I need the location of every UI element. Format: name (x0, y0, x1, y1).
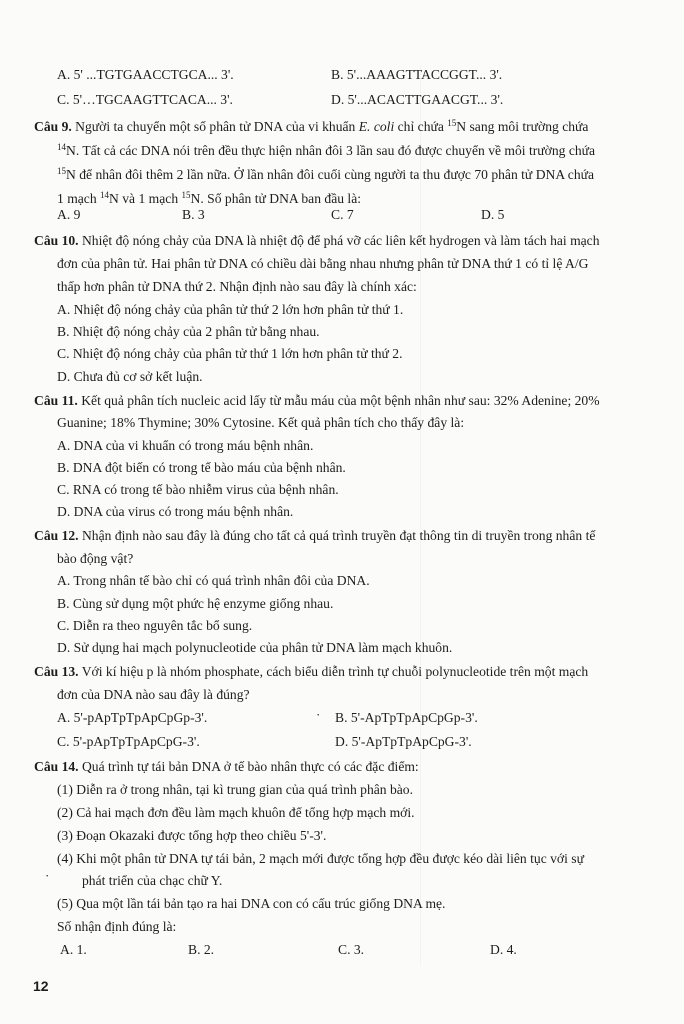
q8-option-c: C. 5'…TGCAAGTTCACA... 3'. (57, 92, 233, 107)
q13-option-b: B. 5'-ApTpTpApCpGp-3'. (335, 710, 478, 725)
q13-option-c: C. 5'-pApTpTpApCpG-3'. (57, 734, 200, 749)
q12-line-2: bào động vật? (57, 551, 134, 566)
q10-line-3: thấp hơn phân tử DNA thứ 2. Nhận định nào sau đây là chính xác: (57, 279, 417, 294)
q14-line-1: Câu 14. Quá trình tự tái bản DNA ở tế bào nhân thực có các đặc điểm: (34, 759, 419, 774)
bleed-through-decoration (420, 65, 684, 965)
q12-line-1: Câu 12. Nhận định nào sau đây là đúng cho tất cả quá trình truyền đạt thông tin di truyền trong nhân tế (34, 528, 596, 543)
q14-option-a: A. 1. (60, 942, 87, 957)
q10-option-d: D. Chưa đủ cơ sở kết luận. (57, 369, 203, 384)
q14-statement-3: (3) Đoạn Okazaki được tổng hợp theo chiều 5'-3'. (57, 828, 327, 843)
q12-option-a: A. Trong nhân tế bào chỉ có quá trình nhân đôi của DNA. (57, 573, 370, 588)
q13-line-1: Câu 13. Với kí hiệu p là nhóm phosphate, cách biểu diễn trình tự chuỗi polynucleotide trên một mạch (34, 664, 589, 679)
q13-option-a: A. 5'-pApTpTpApCpGp-3'. (57, 710, 208, 725)
q10-label: Câu 10. (34, 233, 79, 248)
q14-statement-5: (5) Qua một lần tái bản tạo ra hai DNA con có cấu trúc giống DNA mẹ. (57, 896, 446, 911)
q11-option-c: C. RNA có trong tế bào nhiễm virus của bệnh nhân. (57, 482, 339, 497)
q9-option-d: D. 5 (481, 207, 505, 222)
q14-option-d: D. 4. (490, 942, 517, 957)
q14-statement-4b: phát triển của chạc chữ Y. (82, 873, 223, 888)
q9-label: Câu 9. (34, 119, 72, 134)
q9-line-4: 1 mạch $^{14}$N và 1 mạch $^{15}$N. Số phân tử DNA ban đầu là: (57, 190, 362, 206)
q9-line-2: $^{14}$N. Tất cả các DNA nói trên đều thực hiện nhân đôi 3 lần sau đó được chuyển về môi trường chứa (57, 142, 596, 158)
page-number: 12 (33, 978, 49, 994)
q14-option-b: B. 2. (188, 942, 215, 957)
q11-line-2: Guanine; 18% Thymine; 30% Cytosine. Kết quả phân tích cho thấy đây là: (57, 415, 465, 430)
q14-statement-4a: (4) Khi một phân tử DNA tự tái bản, 2 mạch mới được tổng hợp đều được kéo dài liên tục với sự (57, 851, 584, 866)
q12-label: Câu 12. (34, 528, 79, 543)
q9-option-c: C. 7 (331, 207, 354, 222)
q8-option-b: B. 5'...AAAGTTACCGGT... 3'. (331, 67, 503, 82)
q9-line-3: $^{15}$N để nhân đôi thêm 2 lần nữa. Ở lần nhân đôi cuối cùng người ta thu được 70 phân tử DNA chứa (57, 166, 595, 182)
q10-line-1: Câu 10. Nhiệt độ nóng chảy của DNA là nhiệt độ để phá vỡ các liên kết hydrogen và làm tách hai mạch (34, 233, 600, 248)
q8-option-a: A. 5' ...TGTGAACCTGCA... 3'. (57, 67, 234, 82)
q12-option-d: D. Sử dụng hai mạch polynucleotide của phân tử DNA làm mạch khuôn. (57, 640, 453, 655)
q11-line-1: Câu 11. Kết quả phân tích nucleic acid lấy từ mẫu máu của một bệnh nhân như sau: 32% Adenine; 20% (34, 393, 600, 408)
q14-statement-1: (1) Diễn ra ở trong nhân, tại kì trung gian của quá trình phân bào. (57, 782, 413, 797)
q13-option-d: D. 5'-ApTpTpApCpG-3'. (335, 734, 472, 749)
q13-label: Câu 13. (34, 664, 79, 679)
q8-option-d: D. 5'...ACACTTGAACGT... 3'. (331, 92, 504, 107)
q11-option-a: A. DNA của vi khuẩn có trong máu bệnh nhân. (57, 438, 314, 453)
q10-line-2: đơn của phân tử. Hai phân tử DNA có chiều dài bằng nhau nhưng phân tử DNA thứ 1 có tỉ lệ A/G (57, 256, 589, 271)
stray-dot-mark: · (45, 868, 50, 883)
q14-label: Câu 14. (34, 759, 79, 774)
q11-option-d: D. DNA của virus có trong máu bệnh nhân. (57, 504, 294, 519)
q9-option-b: B. 3 (182, 207, 205, 222)
q13-line-2: đơn của DNA nào sau đây là đúng? (57, 687, 250, 702)
q10-option-b: B. Nhiệt độ nóng chảy của 2 phân tử bằng nhau. (57, 324, 320, 339)
q12-option-c: C. Diễn ra theo nguyên tắc bổ sung. (57, 618, 253, 633)
q11-label: Câu 11. (34, 393, 78, 408)
q10-option-a: A. Nhiệt độ nóng chảy của phân tử thứ 2 lớn hơn phân tử thứ 1. (57, 302, 404, 317)
q10-option-c: C. Nhiệt độ nóng chảy của phân tử thứ 1 lớn hơn phân tử thứ 2. (57, 346, 403, 361)
stray-dot-mark: · (316, 707, 321, 722)
q14-statement-2: (2) Cả hai mạch đơn đều làm mạch khuôn để tổng hợp mạch mới. (57, 805, 415, 820)
q14-count-question: Số nhận định đúng là: (57, 919, 177, 934)
q11-option-b: B. DNA đột biến có trong tế bào máu của bệnh nhân. (57, 460, 346, 475)
q9-line-1: Câu 9. Người ta chuyển một số phân tử DNA của vi khuẩn E. coli chỉ chứa $^{15}$N sang môi trường chứa (34, 118, 589, 134)
q9-option-a: A. 9 (57, 207, 81, 222)
q12-option-b: B. Cùng sử dụng một phức hệ enzyme giống nhau. (57, 596, 334, 611)
q14-option-c: C. 3. (338, 942, 365, 957)
